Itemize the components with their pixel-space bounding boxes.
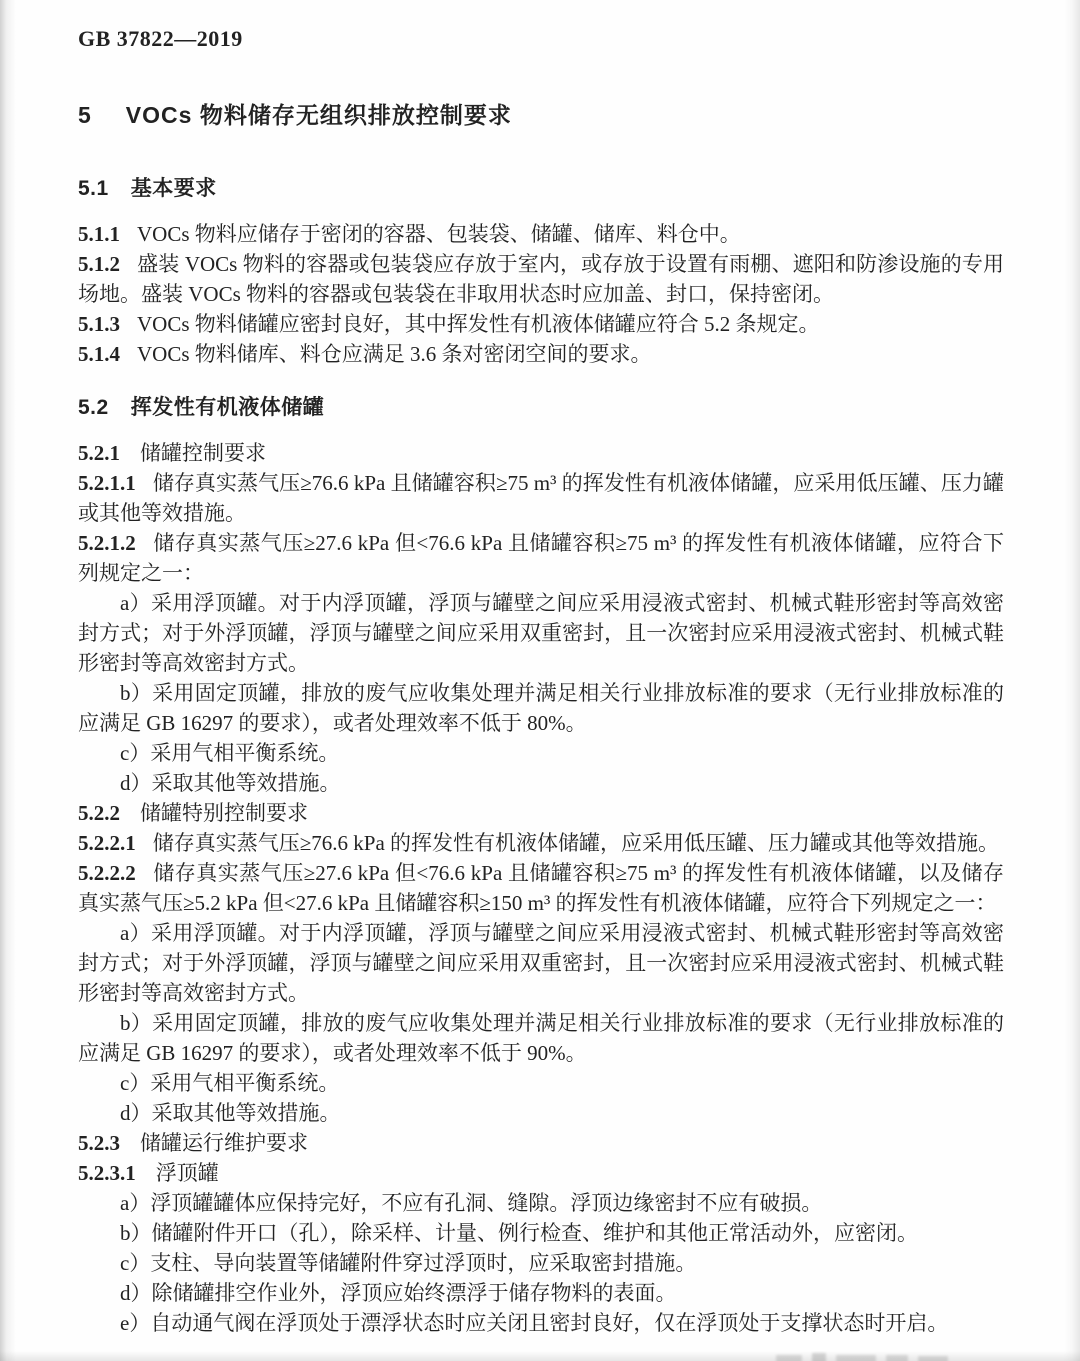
clause-text: 采用气相平衡系统。 xyxy=(150,1071,340,1095)
subclause-heading xyxy=(78,798,1004,828)
item-label: e） xyxy=(120,1311,151,1335)
clause-number: 5.2.1.1 xyxy=(78,471,136,495)
list-item xyxy=(78,768,1004,798)
clause-paragraph xyxy=(78,858,1004,918)
list-item xyxy=(78,1008,1004,1068)
clause-paragraph xyxy=(78,249,1004,309)
clause-text: 采取其他等效措施。 xyxy=(151,1101,341,1125)
list-item xyxy=(78,1188,1004,1218)
item-label: d） xyxy=(120,771,152,795)
clause-text: 盛装 VOCs 物料的容器或包装袋应存放于室内，或存放于设置有雨棚、遮阳和防渗设施的专用场地。盛装 VOCs 物料的容器或包装袋在非取用状态时应加盖、封口，保持密闭。 xyxy=(78,252,1004,306)
list-item xyxy=(78,1248,1004,1278)
clause-text: 自动通气阀在浮顶处于漂浮状态时应关闭且密封良好，仅在浮顶处于支撑状态时开启。 xyxy=(150,1311,949,1335)
clause-number: 5.2.2.2 xyxy=(78,861,136,885)
clause-text: 采用固定顶罐，排放的废气应收集处理并满足相关行业排放标准的要求（无行业排放标准的应满足 GB 16297 的要求），或者处理效率不低于 80%。 xyxy=(78,681,1005,735)
item-label: c） xyxy=(120,741,151,765)
item-label: b） xyxy=(120,1221,152,1245)
chapter-heading xyxy=(78,100,1004,130)
clause-text: 除储罐排空作业外，浮顶应始终漂浮于储存物料的表面。 xyxy=(151,1281,677,1305)
item-label: c） xyxy=(120,1071,151,1095)
clause-text: VOCs 物料应储存于密闭的容器、包装袋、储罐、储库、料仓中。 xyxy=(137,222,741,246)
clause-text: 储存真实蒸气压≥76.6 kPa 且储罐容积≥75 m³ 的挥发性有机液体储罐，应采用低压罐、压力罐或其他等效措施。 xyxy=(78,471,1004,525)
heading-text: 基本要求 xyxy=(130,177,217,200)
clause-paragraph xyxy=(78,468,1004,528)
clause-number: 5.2.1.2 xyxy=(78,531,136,555)
list-item xyxy=(78,1218,1004,1248)
clause-text: 采用固定顶罐，排放的废气应收集处理并满足相关行业排放标准的要求（无行业排放标准的应满足 GB 16297 的要求），或者处理效率不低于 90%。 xyxy=(78,1011,1005,1065)
clause-number: 5.1 xyxy=(78,177,109,200)
clause-text: VOCs 物料储罐应密封良好，其中挥发性有机液体储罐应符合 5.2 条规定。 xyxy=(137,312,820,336)
clause-number: 5.2 xyxy=(78,396,109,419)
clause-text: 储存真实蒸气压≥76.6 kPa 的挥发性有机液体储罐，应采用低压罐、压力罐或其他等效措施。 xyxy=(152,831,1000,855)
item-label: d） xyxy=(120,1281,152,1305)
list-item xyxy=(78,678,1004,738)
document-body xyxy=(78,100,1004,1338)
list-item xyxy=(78,1098,1004,1128)
clause-number: 5 xyxy=(78,102,92,128)
clause-text: 浮顶罐罐体应保持完好，不应有孔洞、缝隙。浮顶边缘密封不应有破损。 xyxy=(150,1191,823,1215)
clause-number: 5.2.3 xyxy=(78,1131,120,1155)
item-label: b） xyxy=(120,681,153,705)
heading-text: 储罐特别控制要求 xyxy=(140,801,308,825)
subclause-heading xyxy=(78,1158,1004,1188)
clause-text: 储罐附件开口（孔），除采样、计量、例行检查、维护和其他正常活动外，应密闭。 xyxy=(151,1221,918,1245)
heading-text: 浮顶罐 xyxy=(155,1161,219,1185)
heading-text: 储罐运行维护要求 xyxy=(140,1131,308,1155)
clause-text: 采用浮顶罐。对于内浮顶罐，浮顶与罐壁之间应采用浸液式密封、机械式鞋形密封等高效密封方式；对于外浮顶罐，浮顶与罐壁之间应采用双重密封，且一次密封应采用浸液式密封、机械式鞋形密封等高效密封方式。 xyxy=(78,921,1005,1005)
clause-paragraph xyxy=(78,828,1004,858)
list-item xyxy=(78,1308,1004,1338)
item-label: b） xyxy=(120,1011,153,1035)
clause-paragraph xyxy=(78,528,1004,588)
clause-text: 储存真实蒸气压≥27.6 kPa 但<76.6 kPa 且储罐容积≥75 m³ 的挥发性有机液体储罐，以及储存真实蒸气压≥5.2 kPa 但<27.6 kPa 且储罐容积≥150 m³ 的挥发性有机液体储罐，应符合下列规定之一： xyxy=(78,861,1004,915)
clause-text: 支柱、导向装置等储罐附件穿过浮顶时，应采取密封措施。 xyxy=(150,1251,697,1275)
clause-text: VOCs 物料储库、料仓应满足 3.6 条对密闭空间的要求。 xyxy=(137,342,652,366)
clause-paragraph xyxy=(78,309,1004,339)
subclause-heading xyxy=(78,1128,1004,1158)
heading-text: VOCs 物料储存无组织排放控制要求 xyxy=(125,102,512,128)
clause-text: 采用浮顶罐。对于内浮顶罐，浮顶与罐壁之间应采用浸液式密封、机械式鞋形密封等高效密封方式；对于外浮顶罐，浮顶与罐壁之间应采用双重密封，且一次密封应采用浸液式密封、机械式鞋形密封等高效密封方式。 xyxy=(78,591,1005,675)
list-item xyxy=(78,588,1004,678)
list-item xyxy=(78,918,1004,1008)
item-label: d） xyxy=(120,1101,152,1125)
clause-number: 5.2.2 xyxy=(78,801,120,825)
list-item xyxy=(78,1278,1004,1308)
heading-text: 储罐控制要求 xyxy=(140,441,266,465)
clause-number: 5.1.4 xyxy=(78,342,120,366)
clause-text: 储存真实蒸气压≥27.6 kPa 但<76.6 kPa 且储罐容积≥75 m³ 的挥发性有机液体储罐，应符合下列规定之一： xyxy=(78,531,1004,585)
clause-paragraph xyxy=(78,219,1004,249)
list-item xyxy=(78,738,1004,768)
scan-edge-shadow-left xyxy=(0,0,16,1361)
list-item xyxy=(78,1068,1004,1098)
clause-number: 5.2.3.1 xyxy=(78,1161,136,1185)
clause-number: 5.1.2 xyxy=(78,252,120,276)
subclause-heading xyxy=(78,438,1004,468)
clause-number: 5.1.1 xyxy=(78,222,120,246)
item-label: c） xyxy=(120,1251,151,1275)
item-label: a） xyxy=(120,1191,151,1215)
clause-text: 采用气相平衡系统。 xyxy=(150,741,340,765)
clause-number: 5.2.1 xyxy=(78,441,120,465)
section-heading xyxy=(78,393,1004,423)
standard-number: GB 37822—2019 xyxy=(78,26,243,51)
item-label: a） xyxy=(120,921,151,945)
scan-cutoff-artifact xyxy=(776,1352,1006,1361)
clause-text: 采取其他等效措施。 xyxy=(151,771,341,795)
heading-text: 挥发性有机液体储罐 xyxy=(130,396,325,419)
clause-number: 5.1.3 xyxy=(78,312,120,336)
item-label: a） xyxy=(120,591,151,615)
section-heading xyxy=(78,174,1004,204)
clause-paragraph xyxy=(78,339,1004,369)
scan-edge-shadow-right xyxy=(1064,0,1080,1361)
clause-number: 5.2.2.1 xyxy=(78,831,136,855)
